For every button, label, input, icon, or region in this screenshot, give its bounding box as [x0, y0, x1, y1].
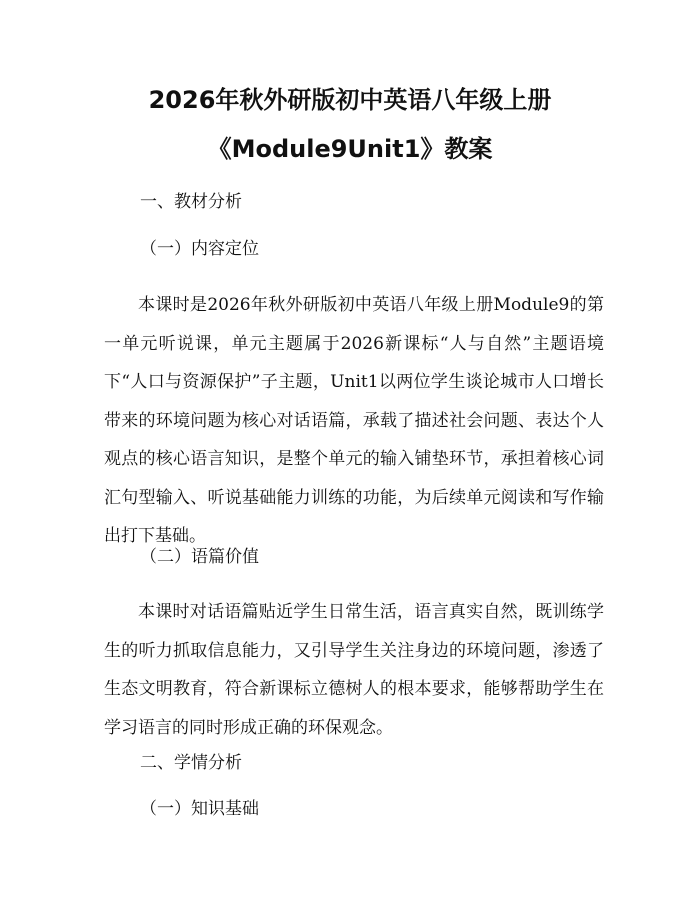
document-title-line-1: 2026年秋外研版初中英语八年级上册 [148, 86, 552, 114]
paragraph-discourse-value: 本课时对话语篇贴近学生日常生活，语言真实自然，既训练学生的听力抓取信息能力，又引导学生关注身边的环境问题，渗透了生态文明教育，符合新课标立德树人的根本要求，能够帮助学生在学习语言的同时形成正确的环保观念。 [104, 602, 604, 738]
subsection-heading-discourse-value: （二）语篇价值 [140, 547, 259, 567]
document-title-line-2: 《Module9Unit1》教案 [207, 135, 493, 163]
section-heading-learner-analysis: 二、学情分析 [140, 753, 242, 773]
paragraph-content-positioning: 本课时是2026年秋外研版初中英语八年级上册Module9的第一单元听说课，单元主题属于2026新课标“人与自然”主题语境下“人口与资源保护”子主题，Unit1以两位学生谈论城市人口增长带来的环境问题为核心对话语篇，承载了描述社会问题、表达个人观点的核心语言知识，是整个单元的输入铺垫环节，承担着核心词汇句型输入、听说基础能力训练的功能，为后续单元阅读和写作输出打下基础。 [104, 295, 604, 546]
subsection-heading-knowledge-base: （一）知识基础 [140, 799, 259, 819]
section-heading-materials-analysis: 一、教材分析 [140, 192, 242, 212]
subsection-heading-content-positioning: （一）内容定位 [140, 239, 259, 259]
